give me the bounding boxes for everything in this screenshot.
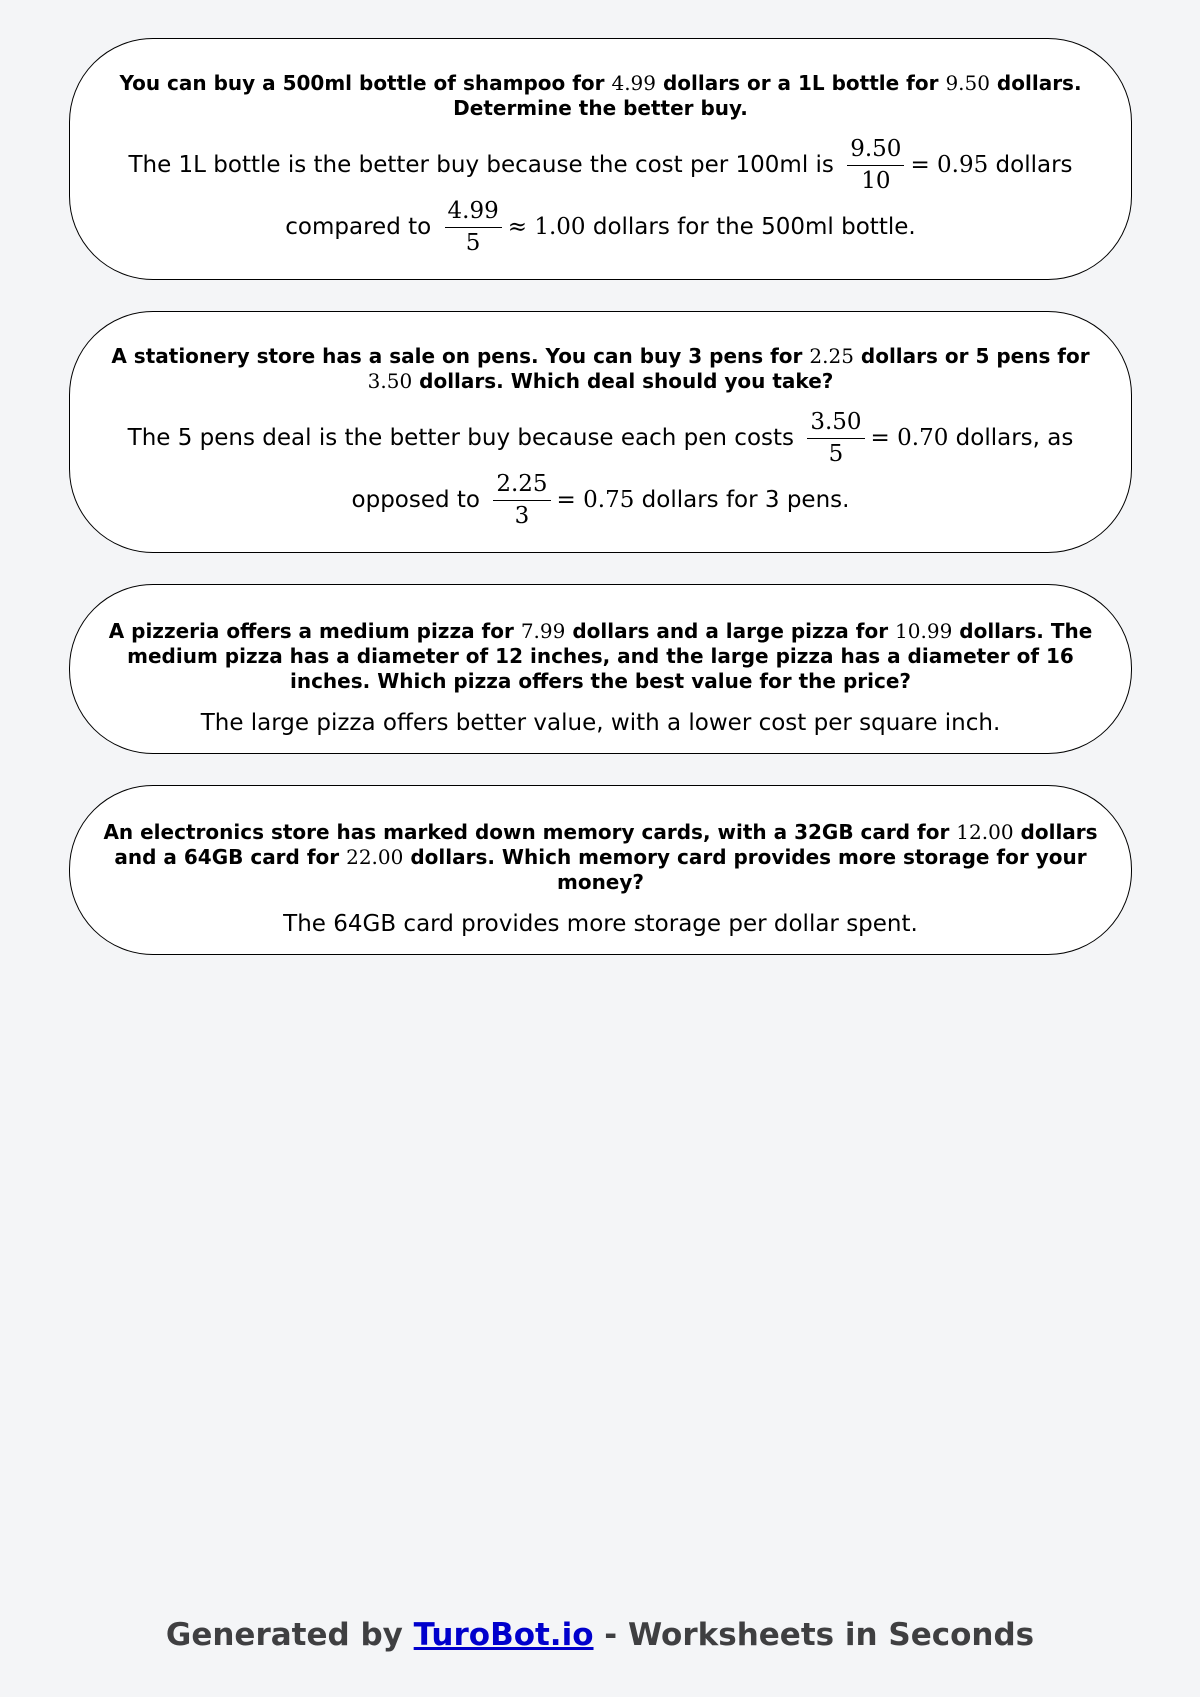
math-value: 2.25 (809, 344, 854, 368)
fraction: $\frac{3.50}{5}$ (807, 408, 864, 469)
answer-text: The 64GB card provides more storage per dollar spent. (283, 911, 918, 937)
math-result: = 0.75 (556, 487, 635, 513)
footer (0, 1617, 1200, 1653)
math-value: 7.99 (520, 619, 566, 643)
math-value: 3.50 (367, 369, 413, 393)
math-value: 10.99 (895, 619, 953, 643)
question-text: You can buy a 500ml bottle of shampoo for 4.99 dollars or a 1L bottle for 9.50 dollars. Determine the better buy. (119, 71, 1082, 120)
problem-card-4 (69, 785, 1132, 955)
question-text: A stationery store has a sale on pens. You can buy 3 pens for 2.25 dollars or 5 pens for 3.50 dollars. Which deal should you take? (111, 344, 1090, 393)
problem-card-1 (69, 38, 1132, 280)
math-value: 12.00 (956, 820, 1014, 844)
math-value: 4.99 (611, 71, 656, 95)
question-text: An electronics store has marked down memory cards, with a 32GB card for 12.00 dollars and a 64GB card for 22.00 dollars. Which memory card provides more storage for your money? (103, 820, 1098, 894)
fraction: $\frac{9.50}{10}$ (847, 135, 904, 196)
question-text: A pizzeria offers a medium pizza for 7.99 dollars and a large pizza for 10.99 dollars. The medium pizza has a diameter of 12 inches, and the large pizza has a diameter of 16 inches. Which pizza offers the best value for the price? (108, 619, 1093, 693)
answer-text: The 1L bottle is the better buy because the cost per 100ml is $\frac{9.50}{10}$ = 0.95 dollars compared to $\frac{4.99}{5}$ ≈ 1.00 dollars for the 500ml bottle. (128, 136, 1073, 256)
answer-text: The large pizza offers better value, with a lower cost per square inch. (200, 710, 1001, 736)
footer-suffix: - Worksheets in Seconds (593, 1617, 1035, 1653)
math-result: ≈ 1.00 (507, 214, 586, 240)
fraction: $\frac{4.99}{5}$ (445, 197, 502, 258)
math-result: = 0.95 (910, 152, 989, 178)
footer-prefix: Generated by (165, 1617, 414, 1653)
math-result: = 0.70 (870, 425, 949, 451)
math-value: 22.00 (346, 845, 404, 869)
fraction: $\frac{2.25}{3}$ (493, 470, 550, 531)
turobot-link[interactable]: TuroBot.io (413, 1617, 594, 1653)
answer-text: The 5 pens deal is the better buy because each pen costs $\frac{3.50}{5}$ = 0.70 dollars, as opposed to $\frac{2.25}{3}$ = 0.75 dollars for 3 pens. (127, 409, 1074, 529)
problem-card-3 (69, 584, 1132, 754)
math-value: 9.50 (945, 71, 990, 95)
problem-card-2 (69, 311, 1132, 553)
